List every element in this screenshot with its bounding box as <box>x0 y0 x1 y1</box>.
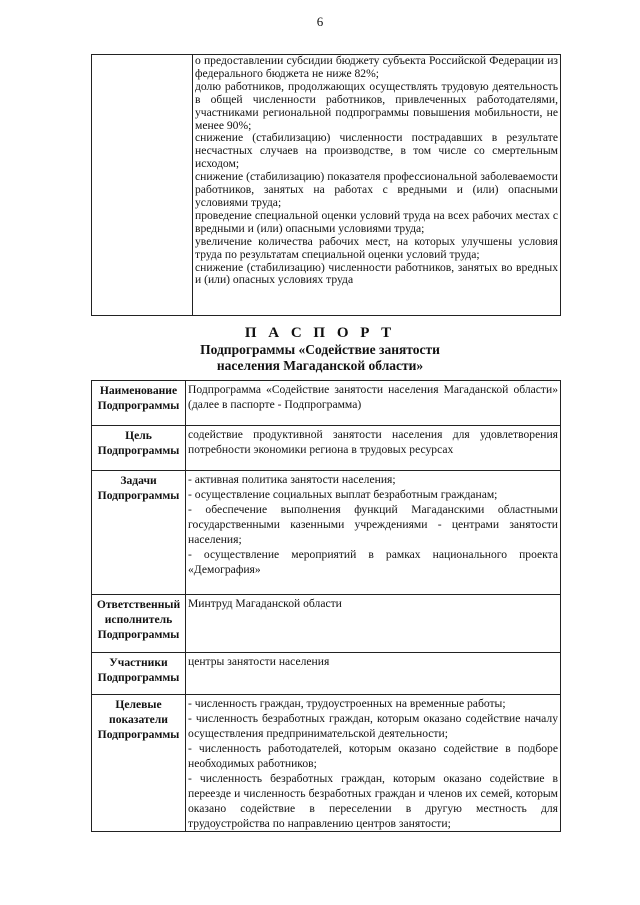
content-line: - осуществление социальных выплат безработным гражданам; <box>188 488 498 501</box>
label-line: Участники <box>109 656 168 669</box>
empty-left-cell <box>92 55 193 316</box>
row-content <box>186 426 561 471</box>
label-line: показатели <box>109 713 168 726</box>
label-line: Подпрограммы <box>97 671 180 684</box>
label-line: Задачи <box>120 474 157 487</box>
content-line: - численность безработных граждан, которым оказано содействие началу осуществления предпринимательской деятельности; <box>188 712 558 740</box>
table-row <box>92 55 561 316</box>
label-line: Ответственный <box>96 598 181 611</box>
label-line: Подпрограммы <box>97 728 180 741</box>
page-number: 6 <box>316 14 324 29</box>
table-row <box>92 695 561 832</box>
row-label <box>92 595 186 653</box>
label-line: Целевые <box>115 698 162 711</box>
label-line: исполнитель <box>104 613 173 626</box>
passport-subtitle-line2: населения Магаданской области» <box>216 358 424 373</box>
row-label <box>92 653 186 695</box>
label-line: Подпрограммы <box>97 628 180 641</box>
row-content <box>186 695 561 832</box>
content-line: Подпрограмма «Содействие занятости населения Магаданской области» (далее в паспорте - Подпрограмма) <box>188 383 558 411</box>
content-line: содействие продуктивной занятости населения для удовлетворения потребности экономики региона в трудовых ресурсах <box>188 428 558 456</box>
label-line: Наименование <box>99 384 178 397</box>
label-line: Цель <box>125 429 152 442</box>
table-row <box>92 426 561 471</box>
continuation-cell <box>193 55 561 316</box>
content-line: - численность граждан, трудоустроенных на временные работы; <box>188 697 506 710</box>
row-content <box>186 381 561 426</box>
content-line: - обеспечение выполнения функций Магаданскими областными государственными казенными учреждениями - центрами занятости населения; <box>188 503 558 546</box>
list-item: снижение (стабилизацию) численности пострадавших в результате несчастных случаев на производстве, в том числе со смертельным исходом; <box>195 131 558 171</box>
content-line: центры занятости населения <box>188 655 330 668</box>
row-content <box>186 471 561 595</box>
content-line: - активная политика занятости населения; <box>188 473 396 486</box>
label-line: Подпрограммы <box>97 399 180 412</box>
content-line: - численность безработных граждан, которым оказано содействие в переезде и численность безработных граждан и членов их семей, которым оказано содействие в переселении в другую местность для трудоустройства по направлению центров занятости; <box>188 772 558 830</box>
row-label <box>92 426 186 471</box>
passport-title: П А С П О Р Т <box>244 325 396 341</box>
content-line: Минтруд Магаданской области <box>188 597 342 610</box>
label-line: Подпрограммы <box>97 444 180 457</box>
row-label <box>92 381 186 426</box>
table-row <box>92 653 561 695</box>
passport-table <box>91 380 561 832</box>
list-item: проведение специальной оценки условий труда на всех рабочих местах с вредными и (или) опасными условиями труда; <box>195 208 558 235</box>
list-item: долю работников, продолжающих осуществлять трудовую деятельность в общей численности работников, привлеченных работодателями, участниками региональной подпрограммы повышения мобильности, не менее 90%; <box>195 79 558 132</box>
passport-heading <box>0 324 640 374</box>
list-item: снижение (стабилизацию) численности работников, занятых во вредных и (или) опасных условиях труда <box>195 260 558 287</box>
list-item: снижение (стабилизацию) показателя профессиональной заболеваемости работников, занятых на работах с вредными и (или) опасными условиями труда; <box>195 170 558 209</box>
table-row <box>92 381 561 426</box>
row-label <box>92 695 186 832</box>
content-line: - численность работодателей, которым оказано содействие в подборе необходимых работников; <box>188 742 558 770</box>
row-content <box>186 595 561 653</box>
table-row <box>92 595 561 653</box>
content-line: - осуществление мероприятий в рамках национального проекта «Демография» <box>188 548 558 576</box>
continuation-table <box>91 54 561 316</box>
row-content <box>186 653 561 695</box>
passport-subtitle-line1: Подпрограммы «Содействие занятости <box>200 342 440 357</box>
list-item: увеличение количества рабочих мест, на которых улучшены условия труда по результатам специальной оценки условий труда; <box>195 234 558 261</box>
table-row <box>92 471 561 595</box>
row-label <box>92 471 186 595</box>
list-item: о предоставлении субсидии бюджету субъекта Российской Федерации из федерального бюджета не ниже 82%; <box>195 54 558 80</box>
label-line: Подпрограммы <box>97 489 180 502</box>
